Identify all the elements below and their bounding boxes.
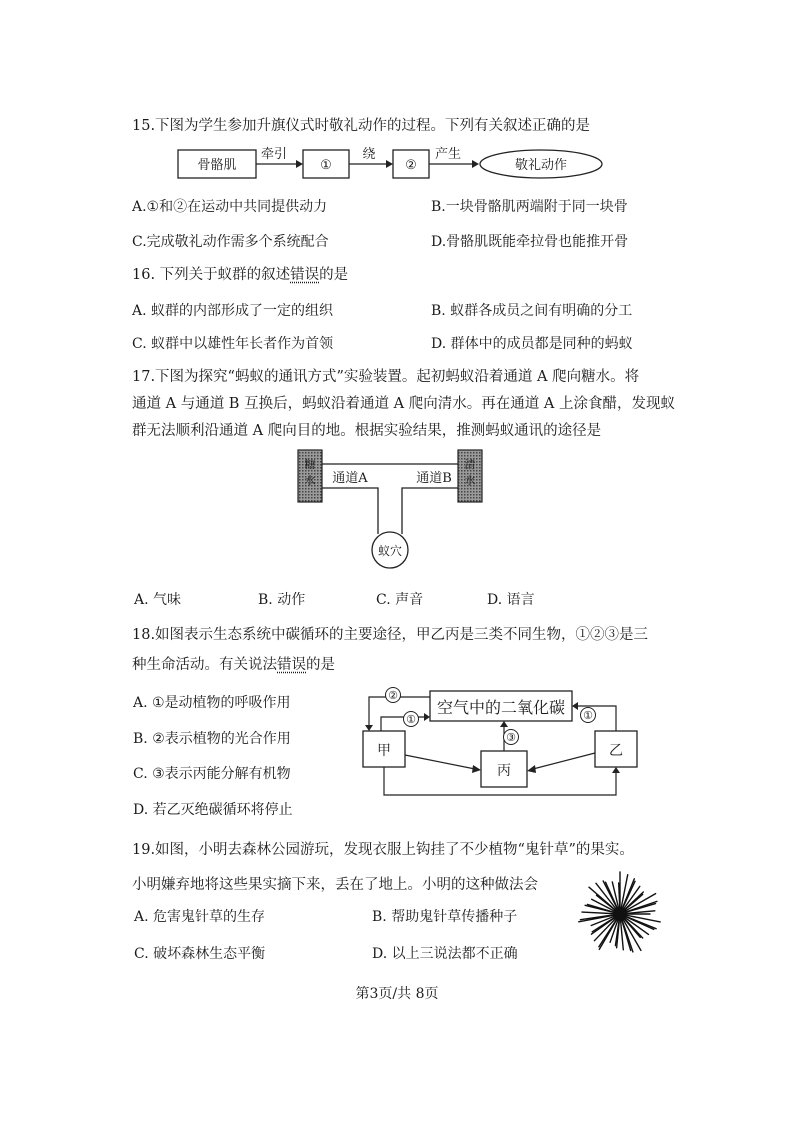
q18-stem-emphasis: 错误 bbox=[277, 657, 306, 673]
arrow-yi-bing-path bbox=[533, 753, 595, 769]
clear-water-char2: 水 bbox=[464, 474, 476, 487]
ant-nest-label: 蚁穴 bbox=[377, 544, 403, 558]
q17-stem-line3: 群无法顺利沿通道 A 爬向目的地。根据实验结果，推测蚂蚁通讯的途径是 bbox=[132, 423, 602, 439]
marker-3: ③ bbox=[506, 731, 516, 744]
q17-ant-diagram bbox=[290, 446, 490, 576]
q17-option-d: D. 语言 bbox=[487, 592, 535, 608]
arrow-yi-bing-head bbox=[527, 765, 536, 773]
q19-option-d: D. 以上三说法都不正确 bbox=[372, 946, 518, 962]
q15-stem: 15.下图为学生参加升旗仪式时敬礼动作的过程。下列有关叙述正确的是 bbox=[132, 118, 591, 134]
yi-label: 乙 bbox=[609, 743, 623, 759]
arrow-jia-bing-head bbox=[472, 765, 481, 773]
q15-option-d: D.骨骼肌既能牵拉骨也能推开骨 bbox=[431, 234, 629, 250]
salute-oval-label: 敬礼动作 bbox=[514, 158, 568, 173]
arrow-1-right-head bbox=[572, 702, 578, 710]
q17-option-a: A. 气味 bbox=[134, 592, 182, 608]
bidens-fruit-center bbox=[613, 907, 627, 921]
bing-label: 丙 bbox=[497, 763, 511, 779]
q16-option-a: A. 蚁群的内部形成了一定的组织 bbox=[132, 303, 334, 319]
q17-stem-line1: 17.下图为探究“蚂蚁的通讯方式”实验装置。起初蚂蚁沿着通道 A 爬向糖水。将 bbox=[132, 369, 640, 385]
q18-stem-suffix: 的是 bbox=[306, 657, 335, 673]
joint-box-label: ② bbox=[405, 158, 417, 173]
arrow-produce-label: 产生 bbox=[434, 147, 462, 162]
q18-stem-line1: 18.如图表示生态系统中碳循环的主要途径，甲乙丙是三类不同生物，①②③是三 bbox=[132, 627, 649, 643]
skeletal-muscle-label: 骨骼肌 bbox=[197, 158, 237, 173]
arrow-around-head bbox=[386, 160, 393, 168]
arrow-1-left-head bbox=[424, 713, 430, 721]
arrow-produce-head bbox=[472, 160, 479, 168]
arrow-2-head bbox=[365, 725, 373, 731]
q17-option-b: B. 动作 bbox=[258, 592, 306, 608]
q18-option-c: C. ③表示丙能分解有机物 bbox=[133, 766, 291, 782]
channel-b-label: 通道B bbox=[416, 471, 452, 486]
arrow-jia-bing-path bbox=[405, 755, 475, 769]
arrow-3-head bbox=[500, 721, 508, 727]
q16-stem bbox=[132, 263, 348, 284]
q15-option-a: A.①和②在运动中共同提供动力 bbox=[132, 199, 328, 215]
q16-option-d: D. 群体中的成员都是同种的蚂蚁 bbox=[431, 336, 633, 352]
q18-stem-line2 bbox=[132, 653, 335, 674]
jia-label: 甲 bbox=[377, 743, 391, 759]
q18-stem-prefix: 种生命活动。有关说法 bbox=[132, 657, 277, 673]
q16-stem-suffix: 的是 bbox=[319, 267, 349, 283]
channel-a-label: 通道A bbox=[332, 471, 368, 486]
q15-diagram bbox=[170, 142, 620, 186]
bone-box-label: ① bbox=[320, 158, 332, 173]
q16-stem-prefix: 16. 下列关于蚁群的叙述 bbox=[132, 267, 291, 283]
q18-carbon-cycle-diagram bbox=[355, 683, 655, 799]
sugar-water-char2: 水 bbox=[304, 474, 316, 487]
q17-stem-line2: 通道 A 与通道 B 互换后，蚂蚁沿着通道 A 爬向清水。再在通道 A 上涂食醋，发现蚁 bbox=[132, 396, 675, 412]
marker-1-right: ① bbox=[583, 709, 593, 722]
q16-stem-emphasis: 错误 bbox=[290, 267, 320, 283]
arrow-around-label: 绕 bbox=[362, 147, 376, 162]
page-footer: 第3页/共 8页 bbox=[355, 986, 439, 1002]
q19-option-a: A. 危害鬼针草的生存 bbox=[134, 909, 266, 925]
co2-label: 空气中的二氧化碳 bbox=[436, 698, 566, 717]
arrow-pull-label: 牵引 bbox=[260, 147, 288, 162]
q15-option-c: C.完成敬礼动作需多个系统配合 bbox=[132, 234, 329, 250]
q19-option-c: C. 破坏森林生态平衡 bbox=[134, 946, 266, 962]
bidens-fruit-image bbox=[572, 864, 668, 964]
arrow-jia-yi-head bbox=[612, 767, 620, 773]
q18-option-d: D. 若乙灭绝碳循环将停止 bbox=[133, 802, 293, 818]
q17-option-c: C. 声音 bbox=[376, 592, 424, 608]
arrow-pull-head bbox=[296, 160, 303, 168]
q18-option-a: A. ①是动植物的呼吸作用 bbox=[133, 695, 291, 711]
marker-1-left: ① bbox=[406, 713, 416, 726]
sugar-water-char1: 糖 bbox=[304, 458, 316, 471]
q15-option-b: B.一块骨骼肌两端附于同一块骨 bbox=[431, 199, 628, 215]
q19-stem-line2: 小明嫌弃地将这些果实摘下来，丢在了地上。小明的这种做法会 bbox=[132, 877, 538, 893]
clear-water-char1: 清 bbox=[464, 458, 476, 471]
q19-option-b: B. 帮助鬼针草传播种子 bbox=[372, 909, 518, 925]
q19-stem-line1: 19.如图，小明去森林公园游玩，发现衣服上钩挂了不少植物“鬼针草”的果实。 bbox=[132, 842, 634, 858]
marker-2: ② bbox=[388, 689, 398, 702]
arrow-2-path bbox=[369, 697, 430, 727]
q16-option-c: C. 蚁群中以雄性年长者作为首领 bbox=[132, 336, 334, 352]
q18-option-b: B. ②表示植物的光合作用 bbox=[133, 731, 291, 747]
q16-option-b: B. 蚁群各成员之间有明确的分工 bbox=[431, 303, 633, 319]
